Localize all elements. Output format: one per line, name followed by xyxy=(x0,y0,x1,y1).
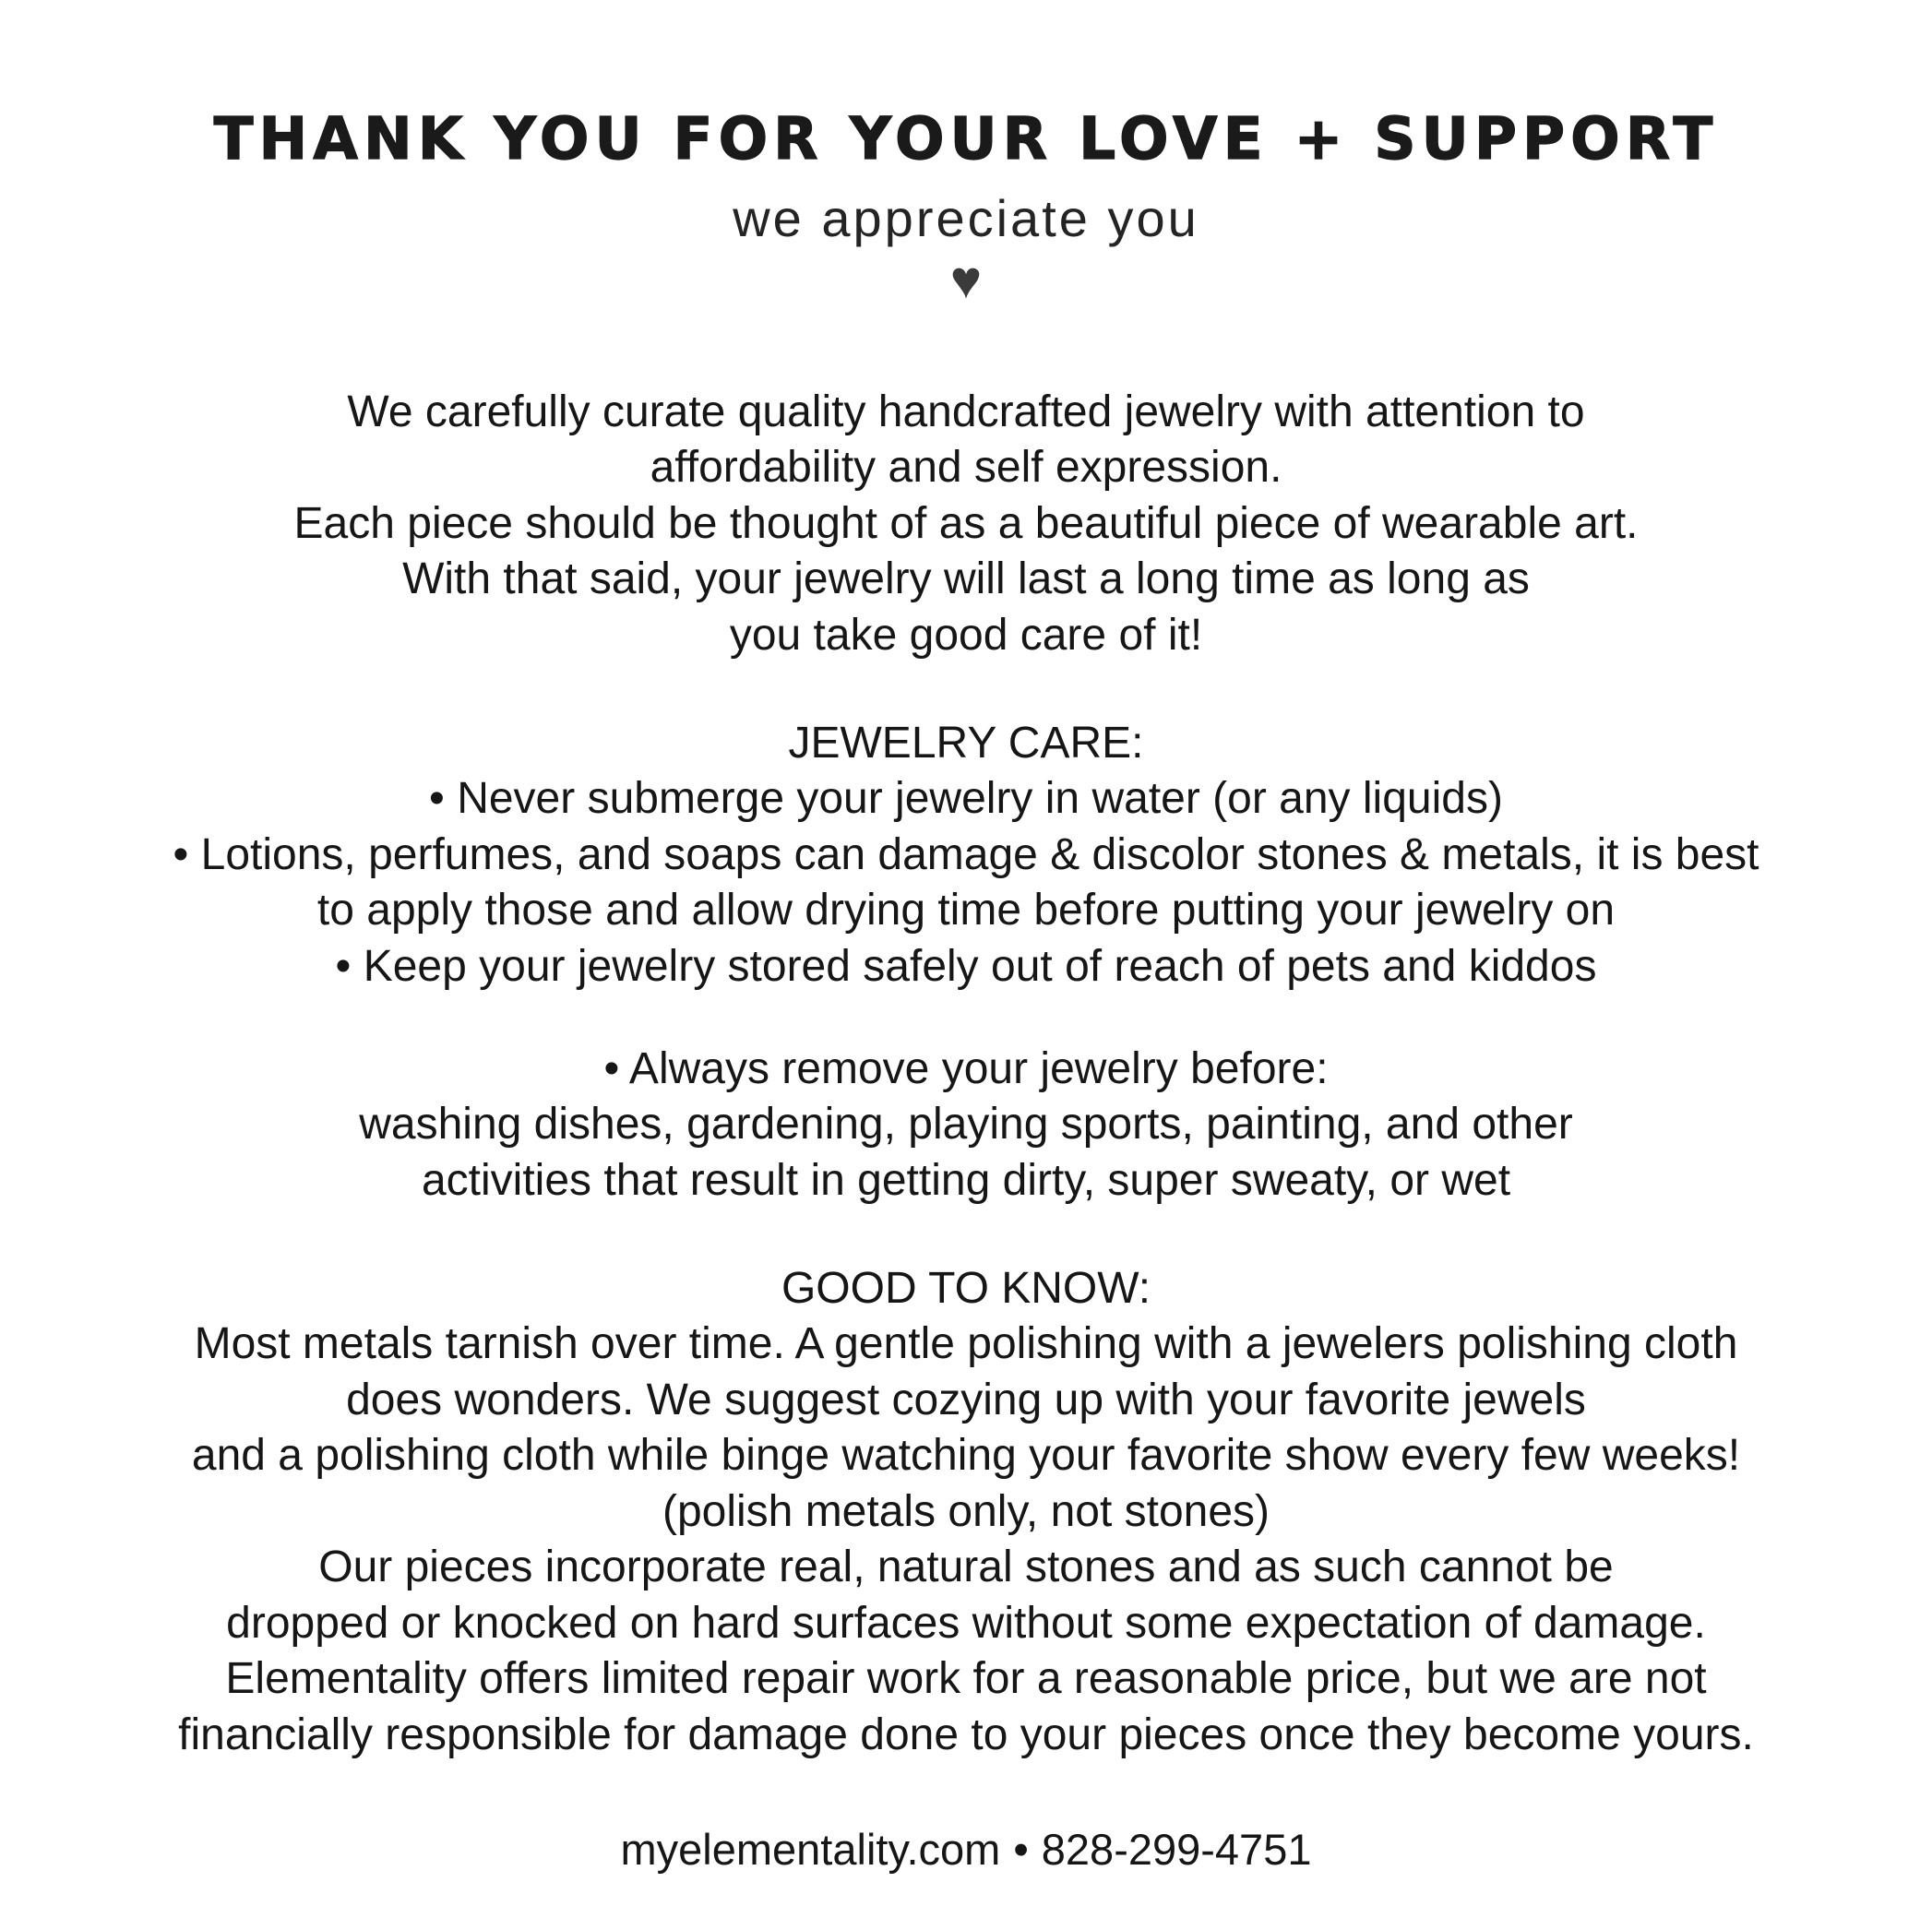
good-to-know-line: dropped or knocked on hard surfaces without some expectation of damage. xyxy=(226,1598,1706,1648)
phone-number[interactable]: 828-299-4751 xyxy=(1041,1825,1312,1874)
good-to-know-line: Our pieces incorporate real, natural stones and as such cannot be xyxy=(318,1543,1614,1592)
good-to-know-line: does wonders. We suggest cozying up with your favorite jewels xyxy=(346,1375,1586,1424)
website-link[interactable]: myelementality.com xyxy=(620,1825,1001,1874)
jewelry-care-line: to apply those and allow drying time before putting your jewelry on xyxy=(316,886,1616,935)
jewelry-care-title: JEWELRY CARE: xyxy=(788,718,1144,768)
jewelry-care-line: • Never submerge your jewelry in water (or any liquids) xyxy=(429,774,1503,824)
jewelry-care-line: • Lotions, perfumes, and soaps can damage & discolor stones & metals, it is best xyxy=(173,829,1759,879)
footer-contact xyxy=(621,1824,1312,1875)
remove-before-line: • Always remove your jewelry before: xyxy=(603,1043,1329,1093)
intro-paragraph xyxy=(111,385,1821,663)
intro-line: affordability and self expression. xyxy=(650,443,1282,493)
intro-line: you take good care of it! xyxy=(729,610,1203,660)
good-to-know-line: Elementality offers limited repair work for a reasonable price, but we are not xyxy=(225,1654,1707,1704)
intro-line: We carefully curate quality handcrafted jewelry with attention to xyxy=(347,387,1585,436)
good-to-know-line: (polish metals only, not stones) xyxy=(662,1486,1270,1536)
heart-icon: ♥ xyxy=(949,250,983,311)
intro-line: Each piece should be thought of as a beautiful piece of wearable art. xyxy=(293,498,1639,548)
page-subtitle: we appreciate you xyxy=(733,189,1199,248)
jewelry-care-line: • Keep your jewelry stored safely out of reach of pets and kiddos xyxy=(335,941,1597,991)
remove-before-line: activities that result in getting dirty, super sweaty, or wet xyxy=(421,1155,1511,1205)
good-to-know-line: financially responsible for damage done to your pieces once they become yours. xyxy=(178,1710,1754,1759)
remove-before-line: washing dishes, gardening, playing sports, painting, and other xyxy=(359,1100,1573,1150)
page-title: THANK YOU FOR YOUR LOVE + SUPPORT xyxy=(213,105,1719,173)
good-to-know-title: GOOD TO KNOW: xyxy=(781,1263,1151,1313)
good-to-know-line: Most metals tarnish over time. A gentle polishing with a jewelers polishing cloth xyxy=(194,1319,1738,1369)
good-to-know-section xyxy=(111,1261,1821,1763)
good-to-know-line: and a polishing cloth while binge watching your favorite show every few weeks! xyxy=(191,1431,1741,1481)
jewelry-care-section xyxy=(111,716,1821,995)
intro-line: With that said, your jewelry will last a long time as long as xyxy=(402,554,1530,604)
remove-before-section xyxy=(111,1042,1821,1209)
bullet-separator-icon: • xyxy=(1013,1825,1029,1874)
